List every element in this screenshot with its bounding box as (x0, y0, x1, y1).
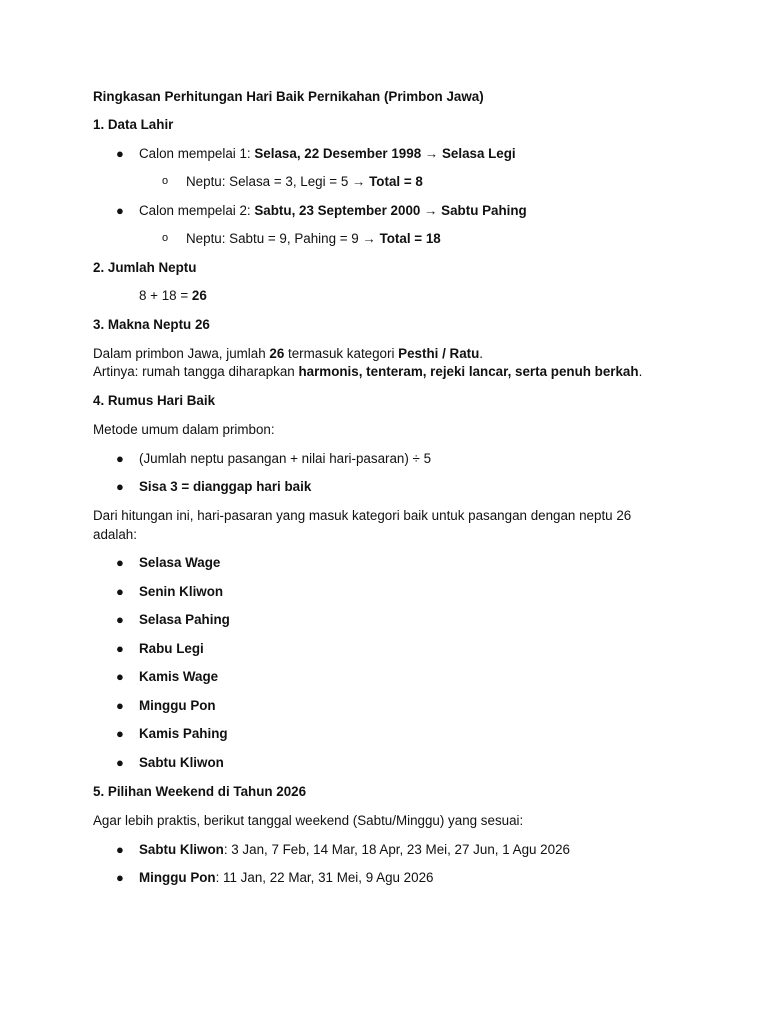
bullet-dot: ● (116, 842, 124, 857)
bullet-dot: ● (116, 726, 124, 741)
document-title: Ringkasan Perhitungan Hari Baik Pernikahan (Primbon Jawa) (93, 89, 484, 104)
bride-2-neptu-line: Neptu: Sabtu = 9, Pahing = 9 → Total = 18 (186, 231, 441, 246)
meaning-line-1: Dalam primbon Jawa, jumlah 26 termasuk kategori Pesthi / Ratu. (93, 346, 484, 361)
good-day-item: Sabtu Kliwon (139, 755, 224, 770)
section-2-heading: 2. Jumlah Neptu (93, 260, 197, 275)
sub-bullet-circle: o (162, 232, 169, 244)
bullet-dot: ● (116, 555, 124, 570)
method-intro: Metode umum dalam primbon: (93, 422, 275, 437)
method-formula: (Jumlah neptu pasangan + nilai hari-pasaran) ÷ 5 (139, 451, 432, 466)
section-1-heading: 1. Data Lahir (93, 117, 174, 132)
bride-1-line: Calon mempelai 1: Selasa, 22 Desember 1998 → Selasa Legi (139, 146, 516, 161)
bullet-dot: ● (116, 870, 124, 885)
good-day-item: Senin Kliwon (139, 584, 224, 599)
bullet-dot: ● (116, 612, 124, 627)
bride-1-neptu-line: Neptu: Selasa = 3, Legi = 5 → Total = 8 (186, 174, 423, 189)
bullet-dot: ● (116, 479, 124, 494)
method-rule: Sisa 3 = dianggap hari baik (139, 479, 312, 494)
good-day-item: Selasa Pahing (139, 612, 230, 627)
bullet-dot: ● (116, 584, 124, 599)
neptu-sum-formula: 8 + 18 = 26 (139, 288, 207, 303)
good-day-item: Kamis Pahing (139, 726, 228, 741)
section-5-heading: 5. Pilihan Weekend di Tahun 2026 (93, 784, 307, 799)
result-intro-line-2: adalah: (93, 527, 137, 542)
good-day-item: Minggu Pon (139, 698, 216, 713)
sub-bullet-circle: o (162, 175, 169, 187)
section-3-heading: 3. Makna Neptu 26 (93, 317, 210, 332)
bullet-dot: ● (116, 451, 124, 466)
section-4-heading: 4. Rumus Hari Baik (93, 393, 216, 408)
good-day-item: Selasa Wage (139, 555, 221, 570)
bullet-dot: ● (116, 203, 124, 218)
weekend-minggu-pon: Minggu Pon: 11 Jan, 22 Mar, 31 Mei, 9 Agu 2026 (139, 870, 434, 885)
weekend-intro: Agar lebih praktis, berikut tanggal weekend (Sabtu/Minggu) yang sesuai: (93, 813, 524, 828)
bullet-dot: ● (116, 146, 124, 161)
good-day-item: Kamis Wage (139, 669, 219, 684)
bullet-dot: ● (116, 641, 124, 656)
bullet-dot: ● (116, 755, 124, 770)
bullet-dot: ● (116, 698, 124, 713)
result-intro-line-1: Dari hitungan ini, hari-pasaran yang masuk kategori baik untuk pasangan dengan neptu 26 (93, 508, 632, 523)
bullet-dot: ● (116, 669, 124, 684)
meaning-line-2: Artinya: rumah tangga diharapkan harmonis, tenteram, rejeki lancar, serta penuh berkah. (93, 364, 643, 379)
bride-2-line: Calon mempelai 2: Sabtu, 23 September 2000 → Sabtu Pahing (139, 203, 527, 218)
weekend-sabtu-kliwon: Sabtu Kliwon: 3 Jan, 7 Feb, 14 Mar, 18 Apr, 23 Mei, 27 Jun, 1 Agu 2026 (139, 842, 570, 857)
good-day-item: Rabu Legi (139, 641, 204, 656)
